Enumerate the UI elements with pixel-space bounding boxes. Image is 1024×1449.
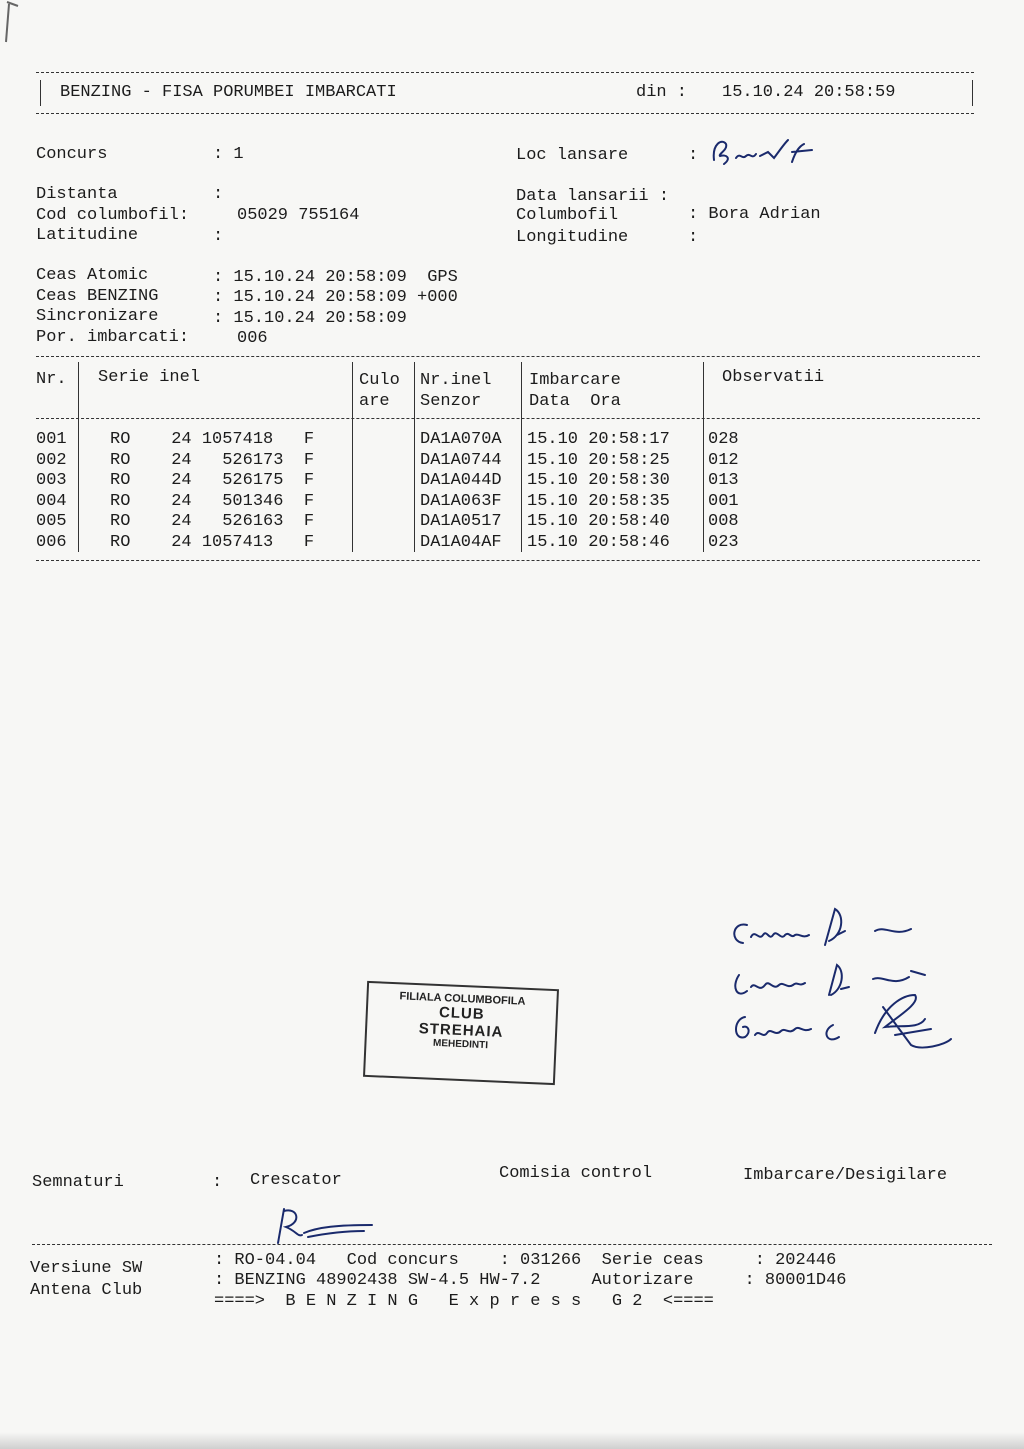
row-observatii: 023 [708, 533, 739, 552]
row-nr: 005 [36, 512, 67, 531]
row-data-ora: 15.10 20:58:25 [527, 451, 670, 470]
comisia-control-label: Comisia control [499, 1164, 653, 1183]
columbofil-label: Columbofil [516, 206, 619, 225]
print-datetime: 15.10.24 20:58:59 [722, 83, 896, 102]
column-divider [352, 362, 353, 552]
ceas-benzing-label: Ceas BENZING [36, 287, 159, 306]
row-serie: RO 24 1057413 F [110, 533, 315, 552]
row-nr: 002 [36, 451, 67, 470]
ceas-atomic-value: : 15.10.24 20:58:09 GPS [213, 268, 458, 287]
stamp-line-1: FILIALA COLUMBOFILA [399, 990, 526, 1008]
footer-line-2: : BENZING 48902438 SW-4.5 HW-7.2 Autorizare : 80001D46 [214, 1271, 847, 1290]
row-nr: 006 [36, 533, 67, 552]
commission-signatures [725, 895, 955, 1065]
footer-line-1: : RO-04.04 Cod concurs : 031266 Serie ceas : 202446 [214, 1251, 837, 1270]
latitudine-value: : [213, 227, 224, 246]
document-title: BENZING - FISA PORUMBEI IMBARCATI [60, 83, 397, 102]
row-senzor: DA1A063F [420, 492, 502, 511]
header-bottom-border [36, 113, 974, 114]
footer-line-3: ====> B E N Z I N G E x p r e s s G 2 <==== [214, 1292, 714, 1311]
row-data-ora: 15.10 20:58:46 [527, 533, 670, 552]
longitudine-label: Longitudine [516, 228, 629, 247]
row-data-ora: 15.10 20:58:40 [527, 512, 670, 531]
column-divider [521, 362, 522, 552]
row-observatii: 008 [708, 512, 739, 531]
loc-lansare-handwriting [708, 132, 818, 172]
row-senzor: DA1A0517 [420, 512, 502, 531]
cod-columbofil-label: Cod columbofil: [36, 206, 190, 225]
row-serie: RO 24 526163 F [110, 512, 315, 531]
sincronizare-label: Sincronizare [36, 307, 159, 326]
semnaturi-label: Semnaturi [32, 1173, 124, 1192]
antena-club-label: Antena Club [30, 1281, 143, 1300]
column-divider [78, 362, 79, 552]
date-label: din : [636, 83, 688, 102]
table-top-border [36, 356, 980, 357]
club-stamp [363, 981, 559, 1085]
cod-columbofil-value: 05029 755164 [237, 206, 360, 225]
porumbei-imbarcati-label: Por. imbarcati: [36, 328, 190, 347]
row-senzor: DA1A04AF [420, 533, 502, 552]
semnaturi-sep: : [212, 1173, 223, 1192]
header-culoare-2: are [359, 392, 390, 411]
row-data-ora: 15.10 20:58:35 [527, 492, 670, 511]
header-observatii: Observatii [722, 368, 825, 387]
distanta-label: Distanta [36, 185, 118, 204]
ceas-atomic-label: Ceas Atomic [36, 266, 149, 285]
footer-border [32, 1244, 992, 1245]
row-serie: RO 24 526175 F [110, 471, 315, 490]
header-left-border [40, 80, 41, 106]
versiune-sw-label: Versiune SW [30, 1259, 143, 1278]
scan-mark-icon [4, 0, 20, 44]
porumbei-imbarcati-value: 006 [237, 329, 268, 348]
table-header-border [36, 418, 980, 419]
header-nr: Nr. [36, 370, 67, 389]
header-nr-inel-1: Nr.inel [420, 371, 492, 390]
row-serie: RO 24 1057418 F [110, 430, 315, 449]
data-lansarii-label: Data lansarii : [516, 187, 670, 206]
stamp-line-4: MEHEDINTI [432, 1037, 489, 1052]
row-observatii: 012 [708, 451, 739, 470]
stamp-line-2: CLUB [438, 1004, 486, 1024]
column-divider [414, 362, 415, 552]
row-observatii: 001 [708, 492, 739, 511]
concurs-value: : 1 [213, 145, 244, 164]
row-observatii: 013 [708, 471, 739, 490]
header-imbarcare-1: Imbarcare [529, 371, 621, 390]
header-imbarcare-2: Data Ora [529, 392, 621, 411]
row-nr: 004 [36, 492, 67, 511]
distanta-value: : [213, 185, 224, 204]
ceas-benzing-value: : 15.10.24 20:58:09 +000 [213, 288, 458, 307]
column-divider [703, 362, 704, 552]
row-observatii: 028 [708, 430, 739, 449]
latitudine-label: Latitudine [36, 226, 139, 245]
row-nr: 003 [36, 471, 67, 490]
header-serie-inel: Serie inel [98, 368, 201, 387]
row-senzor: DA1A070A [420, 430, 502, 449]
loc-lansare-sep: : [688, 146, 699, 165]
header-nr-inel-2: Senzor [420, 392, 482, 411]
row-senzor: DA1A044D [420, 471, 502, 490]
header-culoare-1: Culo [359, 371, 400, 390]
row-data-ora: 15.10 20:58:30 [527, 471, 670, 490]
stamp-line-3: STREHAIA [418, 1020, 504, 1041]
header-right-border [972, 80, 973, 106]
crescator-signature [268, 1205, 380, 1247]
loc-lansare-label: Loc lansare [516, 146, 629, 165]
imbarcare-desigilare-label: Imbarcare/Desigilare [743, 1166, 948, 1185]
sincronizare-value: : 15.10.24 20:58:09 [213, 309, 407, 328]
scan-edge-shadow [0, 1432, 1024, 1449]
row-senzor: DA1A0744 [420, 451, 502, 470]
columbofil-value: : Bora Adrian [688, 205, 821, 224]
longitudine-value: : [688, 228, 699, 247]
header-top-border [36, 72, 974, 73]
row-nr: 001 [36, 430, 67, 449]
concurs-label: Concurs [36, 145, 108, 164]
table-bottom-border [36, 560, 980, 561]
crescator-label: Crescator [250, 1171, 342, 1190]
row-serie: RO 24 501346 F [110, 492, 315, 511]
row-data-ora: 15.10 20:58:17 [527, 430, 670, 449]
row-serie: RO 24 526173 F [110, 451, 315, 470]
